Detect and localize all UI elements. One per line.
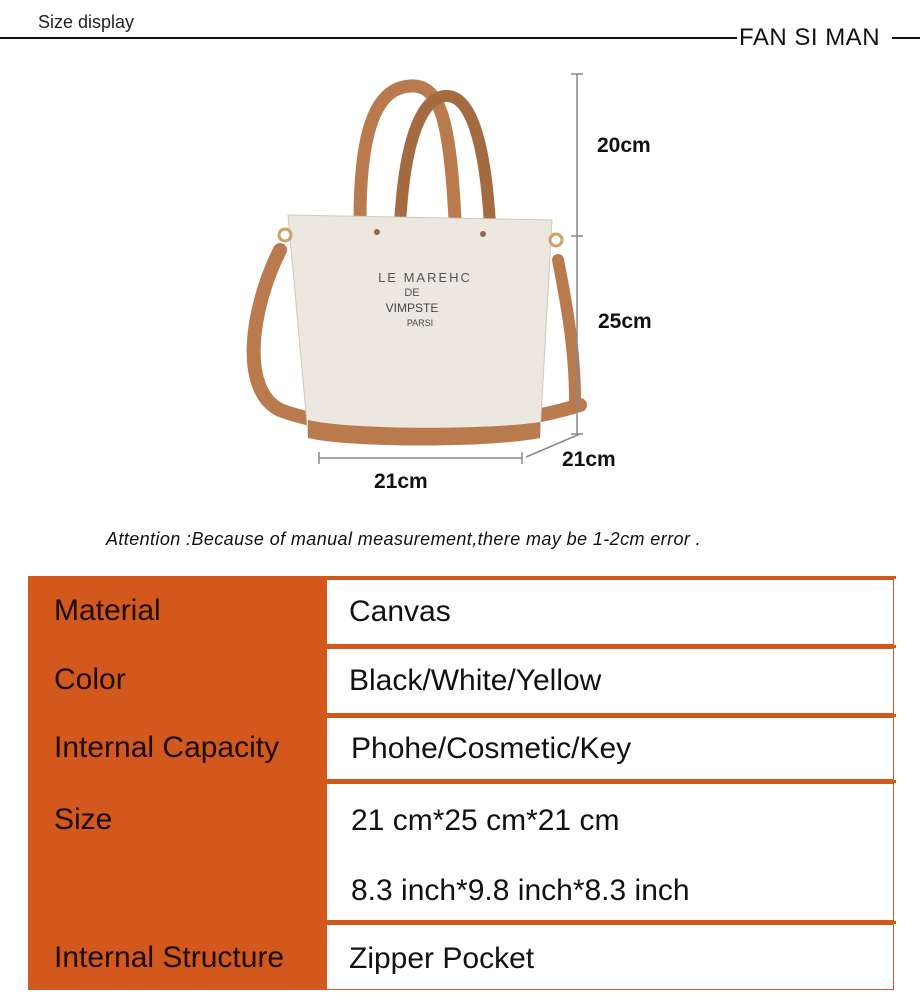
- spec-value-secondary: 8.3 inch*9.8 inch*8.3 inch: [351, 874, 690, 907]
- spec-label-cell: [28, 717, 326, 780]
- spec-value-cell: [326, 717, 894, 780]
- spec-value-cell: [326, 924, 894, 990]
- spec-value-cell: [326, 783, 894, 921]
- spec-label: Size: [54, 803, 113, 836]
- right-ring: [550, 234, 562, 246]
- width-label: 21cm: [374, 470, 428, 493]
- body-height-label: 25cm: [598, 310, 652, 333]
- spec-label-cell: [28, 783, 326, 921]
- handle-height-label: 20cm: [597, 134, 651, 157]
- measurement-note: Attention :Because of manual measurement,there may be 1-2cm error .: [106, 529, 702, 549]
- spec-label-cell: [28, 579, 326, 645]
- table-row: [28, 717, 896, 780]
- brand-name: FAN SI MAN: [739, 24, 881, 51]
- spec-label: Internal Structure: [54, 941, 285, 974]
- bag-print-line3: VIMPSTE: [385, 301, 439, 315]
- header-divider: [0, 37, 737, 39]
- spec-value: 21 cm*25 cm*21 cm: [351, 804, 620, 837]
- section-title: Size display: [38, 12, 135, 32]
- spec-value: Phohe/Cosmetic/Key: [351, 732, 632, 765]
- rivet: [480, 231, 486, 237]
- table-row: [28, 924, 896, 990]
- spec-value-cell: [326, 648, 894, 714]
- spec-label: Color: [54, 663, 126, 696]
- bag-print-line2: DE: [404, 287, 420, 299]
- spec-label-cell: [28, 924, 326, 990]
- bag-body: [288, 215, 552, 443]
- spec-label: Internal Capacity: [54, 731, 280, 764]
- spec-value-cell: [326, 579, 894, 645]
- bag-print-line4: PARSI: [406, 318, 434, 328]
- bag-illustration: [240, 60, 680, 520]
- spec-value: Zipper Pocket: [349, 942, 535, 975]
- table-row: [28, 783, 896, 921]
- spec-label-cell: [28, 648, 326, 714]
- spec-label: Material: [54, 594, 161, 627]
- header-divider-end: [892, 37, 920, 39]
- left-ring: [279, 229, 291, 241]
- shoulder-strap-right: [558, 260, 575, 400]
- spec-value: Canvas: [349, 595, 451, 628]
- spec-value: Black/White/Yellow: [349, 664, 602, 697]
- rivet: [374, 229, 380, 235]
- table-row: [28, 648, 896, 714]
- bag-print-line1: LE MAREHC: [378, 270, 472, 285]
- depth-label: 21cm: [562, 448, 616, 471]
- table-row: [28, 579, 896, 645]
